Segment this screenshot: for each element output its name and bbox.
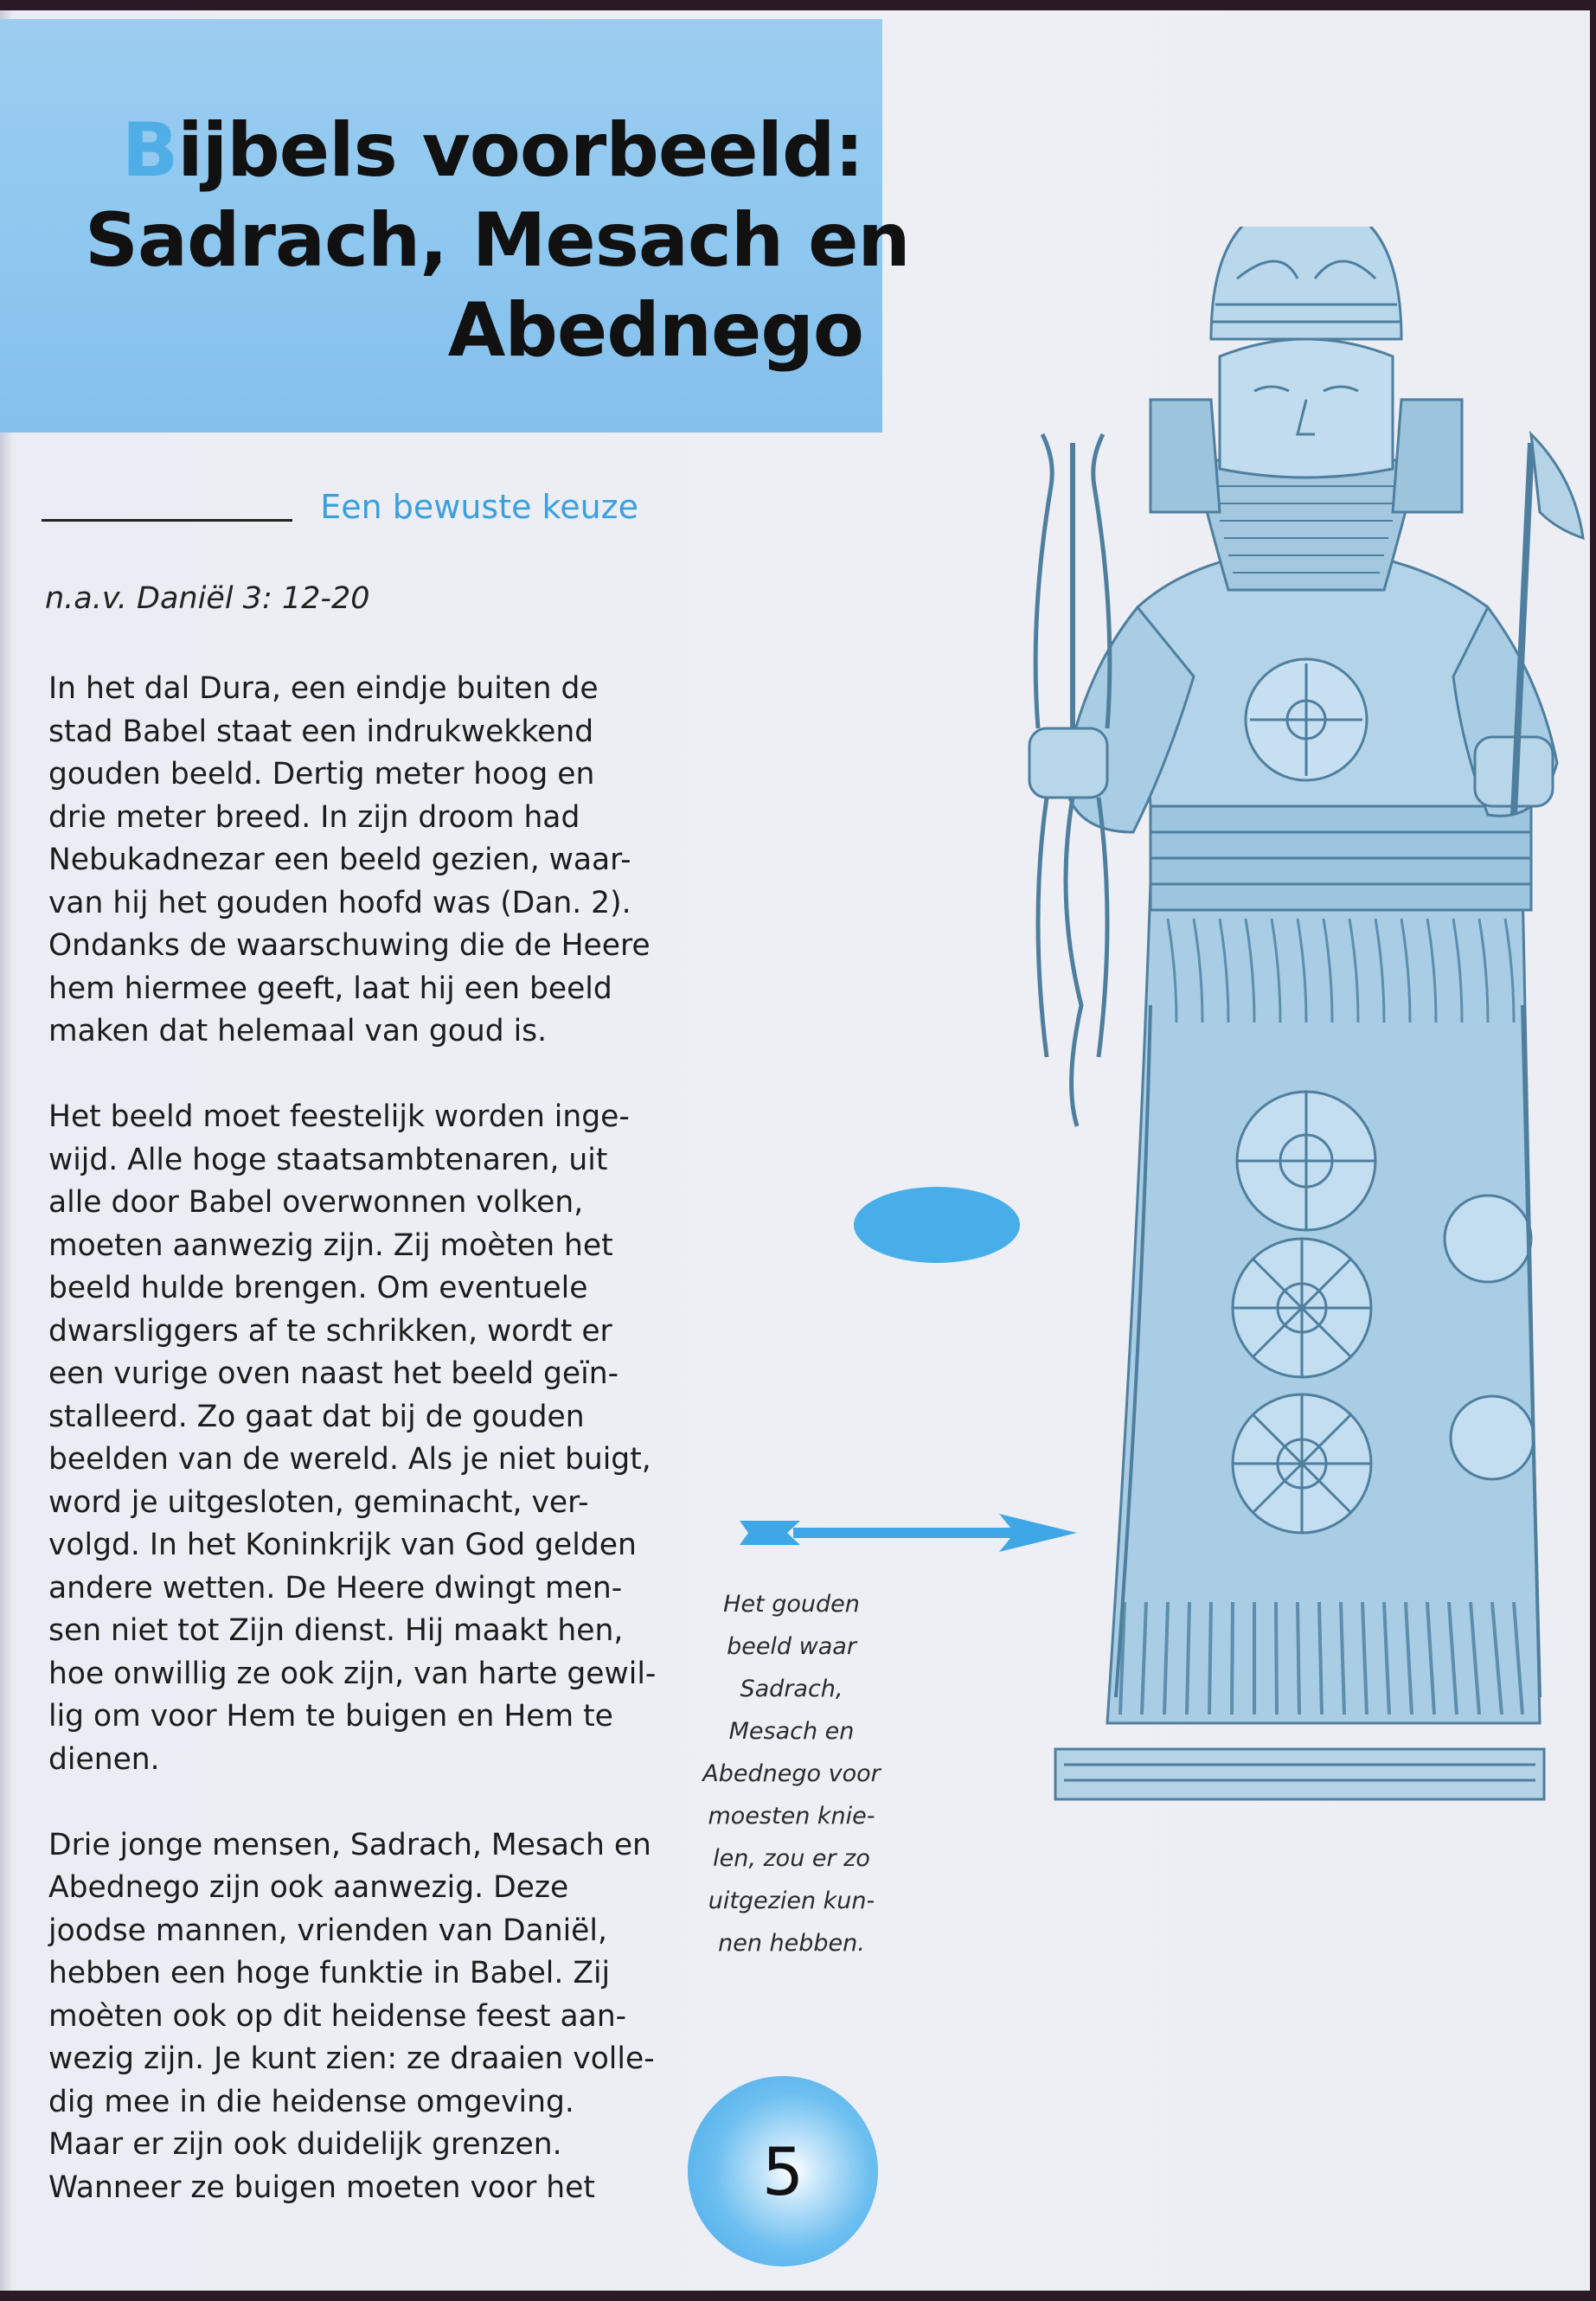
- paragraph-gap: [48, 1781, 645, 1824]
- text-line: wijd. Alle hoge staatsambtenaren, uit: [48, 1142, 608, 1177]
- caption-line: nen hebben.: [718, 1930, 865, 1957]
- text-line: gouden beeld. Dertig meter hoog en: [48, 757, 595, 792]
- text-line: wezig zijn. Je kunt zien: ze draaien volle-: [48, 2041, 655, 2076]
- text-line: hem hiermee geeft, laat hij een beeld: [48, 971, 612, 1006]
- title-dropcap: B: [121, 107, 178, 194]
- text-line: Maar er zijn ook duidelijk grenzen.: [48, 2127, 562, 2162]
- text-line: joodse mannen, vrienden van Daniël,: [48, 1913, 607, 1948]
- subtitle: Een bewuste keuze: [320, 488, 638, 526]
- text-line: van hij het gouden hoofd was (Dan. 2).: [48, 885, 631, 920]
- title-line-1: ijbels voorbeeld:: [177, 107, 863, 194]
- text-line: alle door Babel overwonnen volken,: [48, 1185, 584, 1220]
- text-line: moeten aanwezig zijn. Zij moèten het: [48, 1227, 613, 1263]
- subtitle-row: [42, 488, 638, 540]
- text-line: word je uitgesloten, geminacht, ver-: [48, 1484, 589, 1520]
- text-line: volgd. In het Koninkrijk van God gelden: [48, 1528, 637, 1562]
- text-line: andere wetten. De Heere dwingt men-: [48, 1570, 623, 1606]
- text-line: sen niet tot Zijn dienst. Hij maakt hen,: [48, 1613, 624, 1648]
- title-line-3: Abednego: [447, 287, 863, 374]
- text-line: dig mee in die heidense omgeving.: [48, 2084, 574, 2119]
- page-title: [85, 106, 910, 375]
- text-line: Het beeld moet feestelijk worden inge-: [48, 1099, 630, 1134]
- arrow-pointer: [740, 1507, 1077, 1559]
- text-line: Drie jonge mensen, Sadrach, Mesach en: [48, 1827, 651, 1862]
- text-line: beeld hulde brengen. Om eventuele: [48, 1271, 588, 1305]
- text-line: stad Babel staat een indrukwekkend: [48, 714, 594, 749]
- article-body: [48, 668, 657, 2209]
- paragraph-2: [48, 1096, 657, 1781]
- blue-oval-bullet: [852, 1185, 1022, 1265]
- page-number: 5: [761, 2132, 804, 2210]
- paragraph-1: [48, 668, 651, 1054]
- scripture-reference: n.a.v. Daniël 3: 12-20: [45, 581, 370, 616]
- caption-line: Sadrach,: [740, 1676, 843, 1702]
- page-number-badge: [688, 2076, 878, 2266]
- text-line: hebben een hoge funktie in Babel. Zij: [48, 1956, 611, 1990]
- text-line: lig om voor Hem te buigen en Hem te: [48, 1699, 613, 1734]
- text-line: dwarsliggers af te schrikken, wordt er: [48, 1313, 612, 1349]
- title-panel: [0, 19, 910, 433]
- text-line: Wanneer ze buigen moeten voor het: [48, 2170, 595, 2205]
- caption-line: Het gouden: [723, 1591, 860, 1618]
- text-line: Nebukadnezar een beeld gezien, waar-: [48, 843, 631, 877]
- paragraph-3: [48, 1824, 655, 2210]
- text-line: beelden van de wereld. Als je niet buigt,: [48, 1442, 651, 1477]
- subtitle-rule: [42, 519, 292, 522]
- caption-line: uitgezien kun-: [708, 1888, 875, 1914]
- text-line: Ondanks de waarschuwing die de Heere: [48, 928, 651, 963]
- caption-line: moesten knie-: [708, 1803, 875, 1830]
- caption-line: len, zou er zo: [713, 1845, 870, 1872]
- title-line-2: Sadrach, Mesach en: [85, 197, 910, 284]
- paragraph-gap: [48, 1054, 645, 1097]
- image-caption: [692, 1583, 891, 1965]
- text-line: maken dat helemaal van goud is.: [48, 1014, 548, 1048]
- text-line: hoe onwillig ze ook zijn, van harte gewil-: [48, 1656, 657, 1691]
- text-line: Abednego zijn ook aanwezig. Deze: [48, 1870, 569, 1905]
- caption-line: beeld waar: [727, 1633, 856, 1660]
- caption-line: Abednego voor: [702, 1760, 881, 1787]
- text-line: moèten ook op dit heidense feest aan-: [48, 1998, 627, 2034]
- text-line: stalleerd. Zo gaat dat bij de gouden: [48, 1399, 585, 1434]
- text-line: In het dal Dura, een eindje buiten de: [48, 671, 599, 706]
- statue-illustration: [934, 227, 1590, 1836]
- book-page: [0, 10, 1590, 2291]
- text-line: een vurige oven naast het beeld geïn-: [48, 1356, 619, 1391]
- text-line: dienen.: [48, 1741, 160, 1777]
- caption-line: Mesach en: [728, 1718, 855, 1745]
- text-line: drie meter breed. In zijn droom had: [48, 799, 580, 835]
